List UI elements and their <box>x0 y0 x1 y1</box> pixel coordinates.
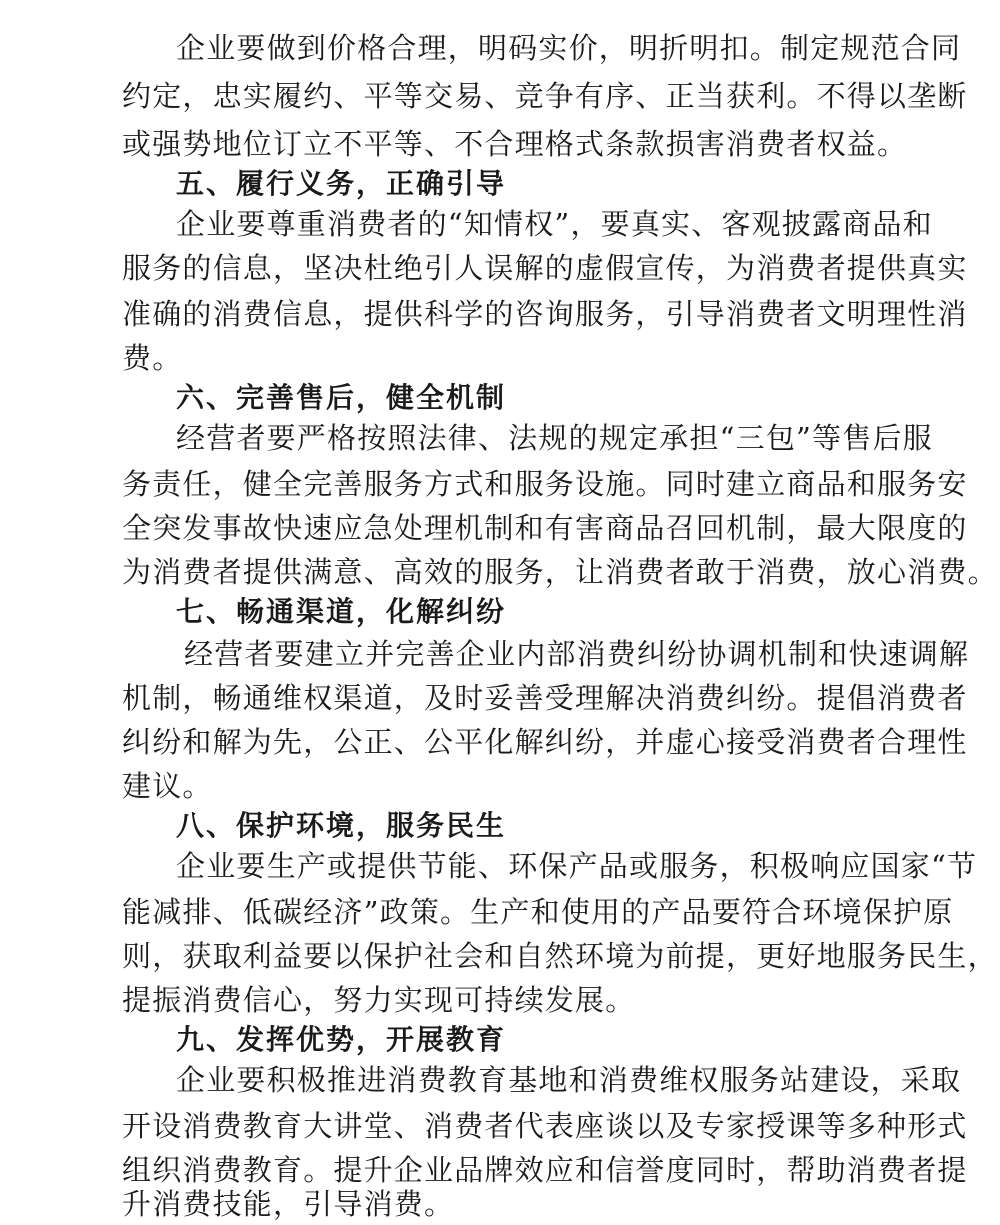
paragraph-line: 务责任，健全完善服务方式和服务设施。同时建立商品和服务安 <box>122 467 968 501</box>
paragraph-line: 全突发事故快速应急处理机制和有害商品召回机制，最大限度的 <box>122 511 968 545</box>
intro-line: 或强势地位订立不平等、不合理格式条款损害消费者权益。 <box>122 127 908 161</box>
paragraph-line: 服务的信息，坚决杜绝引人误解的虚假宣传，为消费者提供真实 <box>122 251 968 285</box>
paragraph-line: 提振消费信心，努力实现可持续发展。 <box>122 983 636 1017</box>
paragraph-line: 开设消费教育大讲堂、消费者代表座谈以及专家授课等多种形式 <box>122 1109 968 1143</box>
section-heading: 六、完善售后，健全机制 <box>176 381 507 414</box>
paragraph-line: 准确的消费信息，提供科学的咨询服务，引导消费者文明理性消 <box>122 297 968 331</box>
paragraph-line: 纠纷和解为先，公正、公平化解纠纷，并虚心接受消费者合理性 <box>122 725 968 759</box>
section-heading: 九、发挥优势，开展教育 <box>176 1023 507 1056</box>
intro-line: 约定，忠实履约、平等交易、竞争有序、正当获利。不得以垄断 <box>122 79 968 113</box>
section-heading: 五、履行义务，正确引导 <box>176 167 507 200</box>
paragraph-line: 升消费技能，引导消费。 <box>122 1187 455 1221</box>
paragraph-line: 组织消费教育。提升企业品牌效应和信誉度同时，帮助消费者提 <box>122 1153 968 1187</box>
paragraph-line: 经营者要严格按照法律、法规的规定承担“三包”等售后服 <box>176 421 933 455</box>
paragraph-line: 经营者要建立并完善企业内部消费纠纷协调机制和快速调解 <box>184 637 970 671</box>
paragraph-line: 企业要生产或提供节能、环保产品或服务，积极响应国家“节 <box>176 849 978 883</box>
paragraph-line: 建议。 <box>122 769 213 803</box>
paragraph-line: 则，获取利益要以保护社会和自然环境为前提，更好地服务民生， <box>122 939 998 973</box>
paragraph-line: 机制，畅通维权渠道，及时妥善受理解决消费纠纷。提倡消费者 <box>122 681 968 715</box>
paragraph-line: 企业要积极推进消费教育基地和消费维权服务站建设，采取 <box>176 1063 962 1097</box>
intro-line: 企业要做到价格合理，明码实价，明折明扣。制定规范合同 <box>176 31 962 65</box>
section-heading: 七、畅通渠道，化解纠纷 <box>176 595 507 628</box>
paragraph-line: 能减排、低碳经济”政策。生产和使用的产品要符合环境保护原 <box>122 895 954 929</box>
paragraph-line: 企业要尊重消费者的“知情权”，要真实、客观披露商品和 <box>176 207 933 241</box>
section-heading: 八、保护环境，服务民生 <box>176 809 507 842</box>
paragraph-line: 费。 <box>122 341 183 375</box>
paragraph-line: 为消费者提供满意、高效的服务，让消费者敢于消费，放心消费。 <box>122 555 998 589</box>
